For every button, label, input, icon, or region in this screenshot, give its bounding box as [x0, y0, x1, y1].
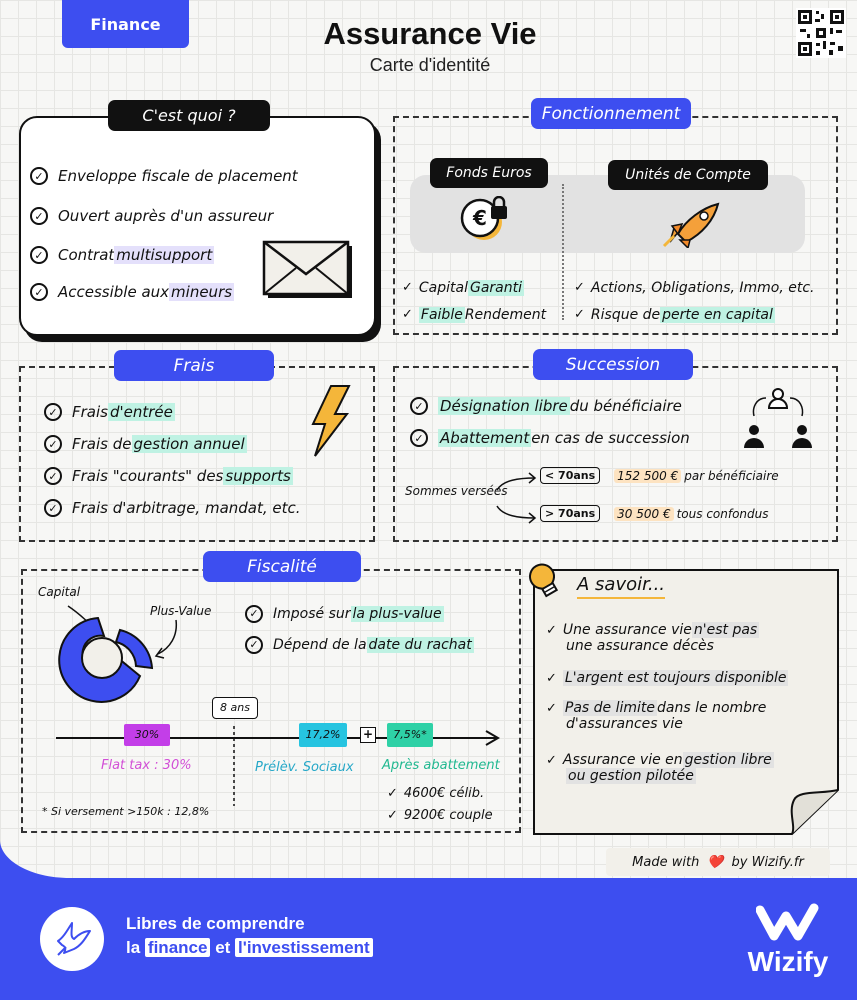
succession-label: Succession: [533, 349, 693, 380]
list-item: ✓ Abattement en cas de succession: [410, 422, 720, 454]
check-icon: ✓: [574, 307, 585, 322]
list-item: ✓ Enveloppe fiscale de placement: [30, 156, 350, 196]
footer-tagline: Libres de comprendre la finance et l'investissement: [126, 912, 373, 960]
wizify-logo-icon: [756, 902, 820, 942]
dove-logo: [40, 907, 104, 971]
category-label: Finance: [90, 14, 161, 34]
plus-value-label: Plus-Value: [150, 604, 212, 618]
divider: [562, 184, 564, 320]
list-item: ✓ Pas de limite dans le nombre d'assurances vie: [546, 700, 767, 732]
list-item: ✓ Contrat multisupport: [30, 236, 350, 274]
frais-list: [44, 396, 344, 524]
footnote: * Si versement >150k : 12,8%: [42, 805, 210, 818]
list-item: ✓ L'argent est toujours disponible: [546, 670, 787, 686]
caption-after: Après abattement: [382, 758, 500, 773]
check-icon: ✓: [30, 167, 48, 185]
list-item: ✓ Frais d'arbitrage, mandat, etc.: [44, 492, 344, 524]
check-icon: ✓: [30, 207, 48, 225]
envelope-icon: [262, 240, 356, 302]
list-item: ✓ Frais de gestion annuel: [44, 428, 344, 460]
list-item: ✓ Frais d'entrée: [44, 396, 344, 428]
finance-chip: finance: [145, 938, 211, 957]
list-item: ✓ Faible Rendement: [402, 306, 547, 323]
list-item: ✓ Actions, Obligations, Immo, etc.: [574, 279, 815, 296]
check-icon: ✓: [44, 403, 62, 421]
check-icon: ✓: [387, 807, 398, 823]
capital-label: Capital: [38, 585, 81, 599]
heart-icon: ❤️: [707, 854, 724, 870]
fiscalite-list: [245, 598, 515, 660]
beneficiaries-icon: [738, 386, 818, 452]
check-icon: ✓: [44, 499, 62, 517]
check-icon: ✓: [44, 467, 62, 485]
rate-flat-tax: 30%: [124, 724, 170, 746]
brand-name: Wizify: [747, 946, 829, 977]
succession-row: > 70ans 30 500 € tous confondus: [540, 505, 769, 522]
pie-icon: [40, 596, 190, 708]
qr-code: [796, 8, 846, 58]
list-item: ✓ Ouvert auprès d'un assureur: [30, 196, 350, 236]
made-with-badge: Made with ❤️ by Wizify.fr: [606, 848, 830, 876]
fonds-list: [402, 274, 562, 328]
fiscalite-label: Fiscalité: [203, 551, 361, 582]
uc-list: [574, 274, 834, 328]
plus-badge: +: [360, 727, 376, 743]
list-item: ✓ 9200€ couple: [387, 807, 493, 823]
age-badge: > 70ans: [540, 505, 600, 522]
a-savoir-label: A savoir...: [577, 574, 665, 599]
frais-label: Frais: [114, 350, 274, 381]
check-icon: ✓: [30, 283, 48, 301]
rate-after: 7,5%*: [387, 723, 433, 747]
list-item: ✓ Désignation libre du bénéficiaire: [410, 390, 720, 422]
rocket-icon: [660, 200, 722, 248]
age-badge: < 70ans: [540, 467, 600, 484]
check-icon: ✓: [546, 670, 557, 686]
amount: 30 500 €: [614, 507, 673, 521]
investissement-chip: l'investissement: [235, 938, 373, 957]
arrows: [495, 470, 543, 530]
check-icon: ✓: [546, 752, 557, 768]
a-savoir-list: [546, 622, 836, 800]
check-icon: ✓: [30, 246, 48, 264]
list-item: ✓ Accessible aux mineurs: [30, 274, 350, 310]
check-icon: ✓: [245, 605, 263, 623]
check-icon: ✓: [546, 700, 557, 716]
check-icon: ✓: [546, 622, 557, 638]
list-item: ✓ Capital Garanti: [402, 279, 523, 296]
list-item: ✓ 4600€ célib.: [387, 785, 485, 801]
check-icon: ✓: [410, 397, 428, 415]
check-icon: ✓: [245, 636, 263, 654]
page-title: Assurance Vie: [323, 16, 537, 51]
fonds-euros-label: Fonds Euros: [430, 158, 548, 188]
fonctionnement-label: Fonctionnement: [531, 98, 691, 129]
cest-quoi-label: C'est quoi ?: [108, 100, 270, 131]
list-item: ✓ Risque de perte en capital: [574, 306, 773, 323]
years-badge: 8 ans: [212, 697, 258, 719]
caption-social: Prélèv. Sociaux: [255, 760, 354, 775]
caption-flat-tax: Flat tax : 30%: [101, 758, 192, 773]
sommes-versees-label: Sommes versées: [405, 484, 508, 498]
succession-row: < 70ans 152 500 € par bénéficiaire: [540, 467, 779, 484]
unites-compte-label: Unités de Compte: [608, 160, 768, 190]
check-icon: ✓: [402, 307, 413, 322]
rate-social: 17,2%: [299, 723, 347, 747]
list-item: ✓ Imposé sur la plus-value: [245, 598, 515, 629]
succession-list: [410, 390, 720, 454]
check-icon: ✓: [402, 280, 413, 295]
list-item: ✓ Assurance vie en gestion libre ou gestion pilotée: [546, 752, 772, 784]
check-icon: ✓: [574, 280, 585, 295]
check-icon: ✓: [410, 429, 428, 447]
dove-icon: [52, 919, 92, 959]
svg-text:€: €: [473, 206, 487, 230]
check-icon: ✓: [44, 435, 62, 453]
lightbulb-icon: [524, 560, 564, 606]
euro-lock-icon: [458, 196, 512, 244]
check-icon: ✓: [387, 785, 398, 801]
category-tag: [62, 0, 189, 48]
page-subtitle: Carte d'identité: [369, 55, 491, 75]
abattement-list: [387, 782, 493, 826]
lightning-icon: [305, 384, 353, 458]
list-item: ✓ Une assurance vie n'est pas une assurance décès: [546, 622, 758, 654]
amount: 152 500 €: [614, 469, 681, 483]
list-item: ✓ Frais "courants" des supports: [44, 460, 344, 492]
list-item: ✓ Dépend de la date du rachat: [245, 629, 515, 660]
